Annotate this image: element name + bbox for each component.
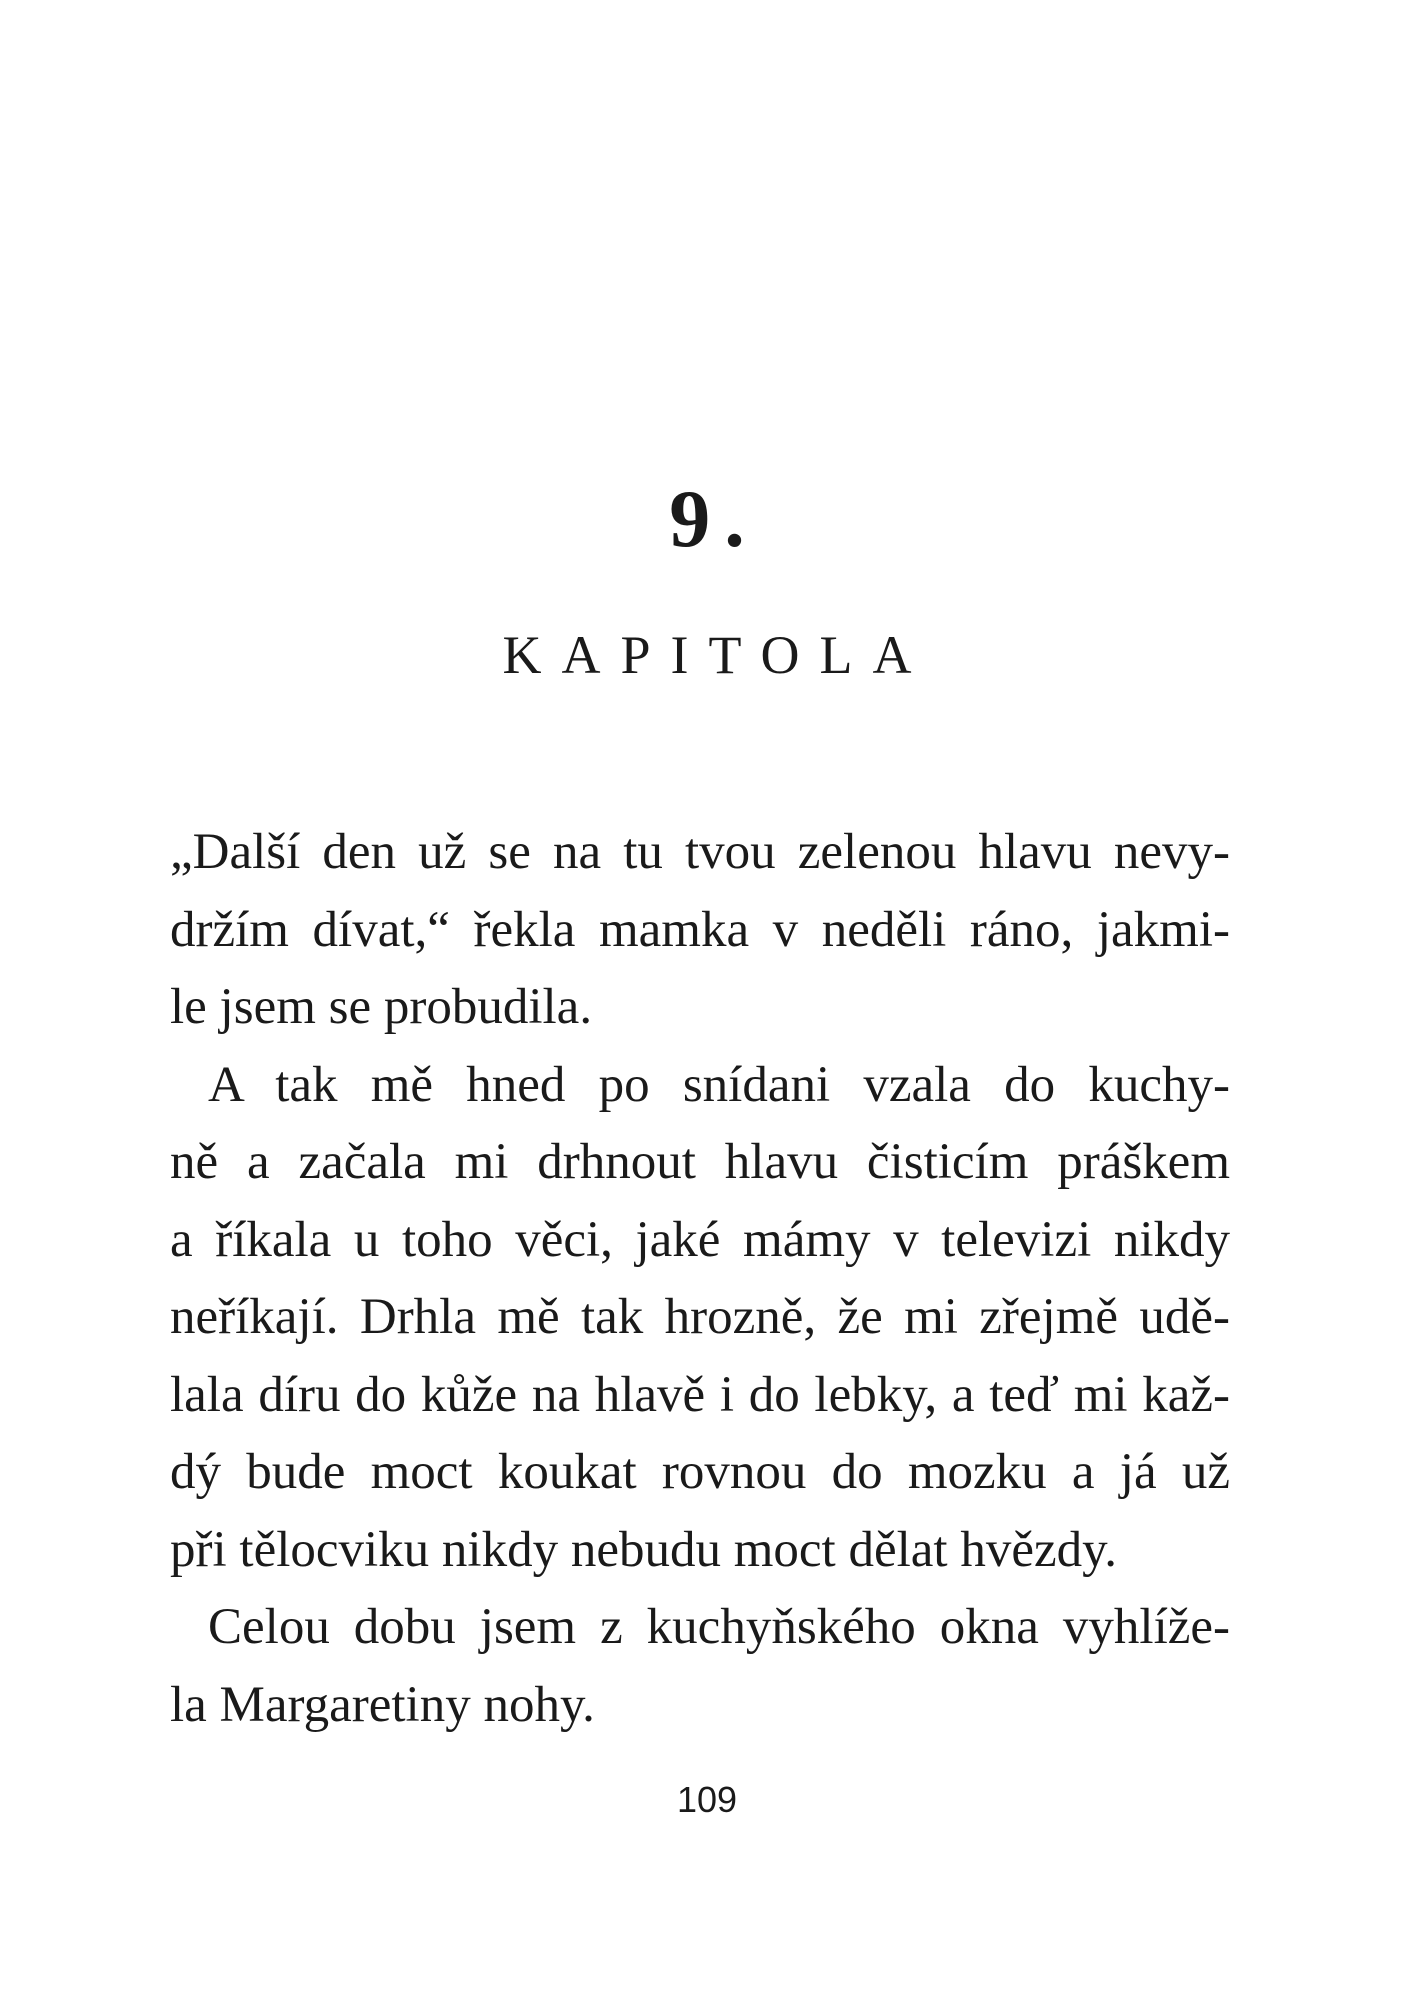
body-line: dý bude moct koukat rovnou do mozku a já už [170,1444,1230,1500]
body-line: při tělocviku nikdy nebudu moct dělat hvězdy. [170,1521,1118,1578]
body-line: la Margaretiny nohy. [170,1676,595,1733]
body-line: a říkala u toho věci, jaké mámy v televizi nikdy [170,1211,1230,1268]
chapter-title: KAPITOLA [502,625,932,685]
body-line: „Další den už se na tu tvou zelenou hlavu nevy- [170,824,1230,880]
page-number: 109 [676,1779,738,1820]
chapter-number: 9. [669,473,759,564]
body-line: ně a začala mi drhnout hlavu čisticím práškem [170,1134,1230,1190]
body-line: držím dívat,“ řekla mamka v neděli ráno, jakmi- [170,901,1230,958]
body-line: lala díru do kůže na hlavě i do lebky, a teď mi kaž- [170,1366,1230,1423]
body-line: A tak mě hned po snídani vzala do kuchy- [208,1056,1230,1113]
chapter-body [170,814,1230,1744]
body-line: neříkají. Drhla mě tak hrozně, že mi zřejmě udě- [170,1289,1230,1345]
body-line: le jsem se probudila. [170,979,593,1035]
body-line: Celou dobu jsem z kuchyňského okna vyhlíže- [208,1599,1230,1655]
